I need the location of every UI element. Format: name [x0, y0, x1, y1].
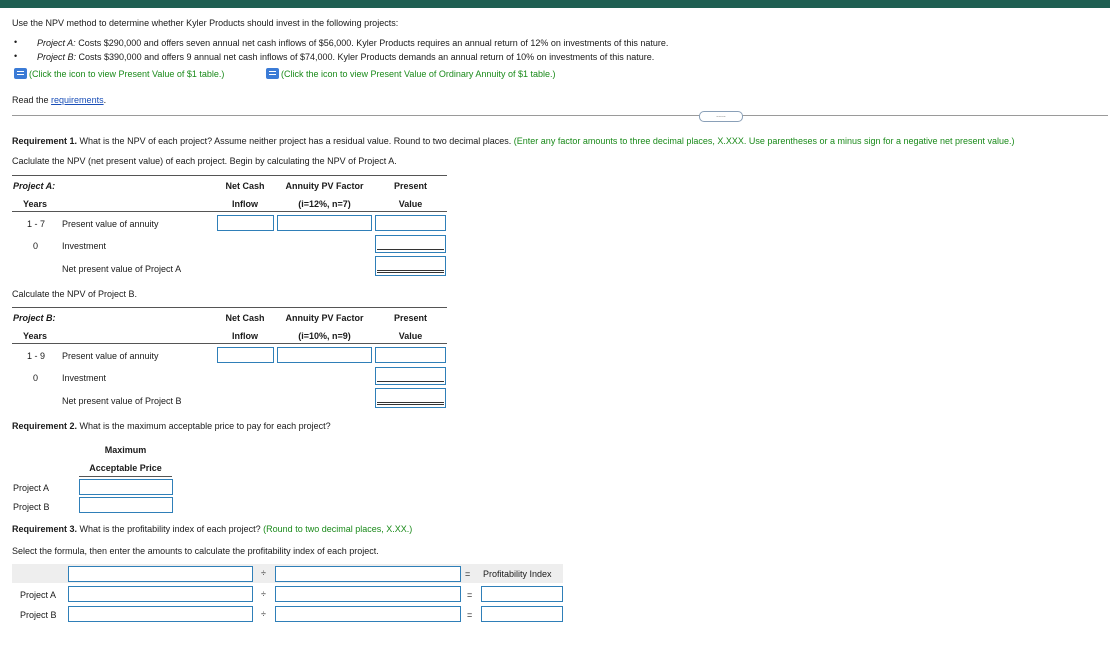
pi-result-header: Profitability Index	[483, 569, 552, 579]
b-col2-line2: (i=10%, n=9)	[298, 331, 351, 341]
b-pv-annuity-input[interactable]	[375, 347, 446, 363]
req3-heading	[12, 524, 412, 534]
a-npv-input[interactable]	[375, 256, 446, 276]
project-b-title: Project B:	[13, 313, 56, 323]
max-price-b-input[interactable]	[79, 497, 173, 513]
req2-heading	[12, 421, 331, 431]
b-col1-line2: Inflow	[232, 331, 258, 341]
pv-table-link[interactable]	[14, 68, 224, 79]
a-row2-years: 0	[33, 241, 39, 251]
equals-symbol: =	[467, 590, 473, 600]
expand-dots-button[interactable]: .....	[699, 111, 743, 122]
a-net-cash-inflow-input[interactable]	[217, 215, 274, 231]
divide-symbol: ÷	[261, 609, 266, 619]
b-investment-input[interactable]	[375, 367, 446, 385]
a-pv-annuity-input[interactable]	[375, 215, 446, 231]
pi-a-result-input[interactable]	[481, 586, 563, 602]
equals-symbol: =	[465, 569, 471, 579]
project-b-intro: Calculate the NPV of Project B.	[12, 289, 138, 299]
pv-table-link-text: (Click the icon to view Present Value of $1 table.)	[29, 69, 225, 79]
pi-b-result-input[interactable]	[481, 606, 563, 622]
req3-question: What is the profitability index of each project?	[79, 524, 261, 534]
bullet-project-b	[37, 52, 654, 62]
bullet-b-dot: •	[14, 51, 18, 61]
requirements-link[interactable]: requirements	[51, 95, 104, 105]
bullet-a-label: Project A:	[37, 38, 76, 48]
b-col3-line1: Present	[393, 313, 428, 323]
b-npv-input[interactable]	[375, 388, 446, 408]
divide-symbol: ÷	[261, 589, 266, 599]
divider	[12, 115, 1108, 116]
read-requirements	[12, 95, 106, 105]
req2-header-line1: Maximum	[104, 445, 147, 455]
pi-b-denominator-input[interactable]	[275, 606, 461, 622]
a-col1-line2: Inflow	[232, 199, 258, 209]
b-row2-years: 0	[33, 373, 39, 383]
b-row3-label: Net present value of Project B	[62, 396, 182, 406]
b-years-header: Years	[23, 331, 48, 341]
a-row1-years: 1 - 7	[27, 219, 46, 229]
b-row1-label: Present value of annuity	[62, 351, 159, 361]
book-icon	[266, 68, 279, 79]
b-net-cash-inflow-input[interactable]	[217, 347, 274, 363]
project-a-title: Project A:	[13, 181, 56, 191]
read-prefix: Read the	[12, 95, 49, 105]
a-col3-line2: Value	[398, 199, 423, 209]
req2-question: What is the maximum acceptable price to pay for each project?	[79, 421, 331, 431]
bullet-a-text: Costs $290,000 and offers seven annual net cash inflows of $56,000. Kyler Products requires an annual return of 12% on investments of this nature.	[78, 38, 669, 48]
annuity-table-link-text: (Click the icon to view Present Value of Ordinary Annuity of $1 table.)	[281, 69, 556, 79]
a-years-header: Years	[23, 199, 48, 209]
divide-symbol: ÷	[261, 568, 266, 578]
bullet-b-label: Project B:	[37, 52, 77, 62]
req2-header-rule	[79, 476, 172, 477]
book-icon	[14, 68, 27, 79]
req1-heading	[12, 136, 1015, 146]
req1-question: What is the NPV of each project? Assume neither project has a residual value. Round to two decimal places.	[79, 136, 512, 146]
a-col2-line1: Annuity PV Factor	[285, 181, 364, 191]
annuity-table-link[interactable]	[266, 68, 555, 79]
req2-label: Requirement 2.	[12, 421, 78, 431]
b-row2-label: Investment	[62, 373, 107, 383]
pi-b-numerator-input[interactable]	[68, 606, 253, 622]
bullet-project-a	[37, 38, 668, 48]
b-annuity-factor-input[interactable]	[277, 347, 372, 363]
a-annuity-factor-input[interactable]	[277, 215, 372, 231]
a-col1-line1: Net Cash	[225, 181, 265, 191]
top-bar	[0, 0, 1110, 8]
b-col3-line2: Value	[398, 331, 423, 341]
req3-row-a: Project A	[20, 590, 57, 600]
req2-row-a: Project A	[13, 483, 50, 493]
a-row3-label: Net present value of Project A	[62, 264, 182, 274]
table-a-top-rule	[12, 175, 447, 176]
bullet-a-dot: •	[14, 37, 18, 47]
b-row1-years: 1 - 9	[27, 351, 46, 361]
req3-label: Requirement 3.	[12, 524, 78, 534]
bullet-b-text: Costs $390,000 and offers 9 annual net cash inflows of $74,000. Kyler Products demands an annual return of 10% on investments of this nature.	[78, 52, 655, 62]
req1-hint: (Enter any factor amounts to three decimal places, X.XXX. Use parentheses or a minus sign for a negative net present value.)	[513, 136, 1015, 146]
pi-a-denominator-input[interactable]	[275, 586, 461, 602]
req1-label: Requirement 1.	[12, 136, 78, 146]
pi-a-numerator-input[interactable]	[68, 586, 253, 602]
req3-instruction: Select the formula, then enter the amounts to calculate the profitability index of each project.	[12, 546, 379, 556]
intro-title: Use the NPV method to determine whether Kyler Products should invest in the following projects:	[12, 18, 399, 28]
req3-hint: (Round to two decimal places, X.XX.)	[263, 524, 413, 534]
req1-instruction: Caclulate the NPV (net present value) of each project. Begin by calculating the NPV of Project A.	[12, 156, 397, 166]
table-a-header-rule	[12, 211, 447, 212]
b-col1-line1: Net Cash	[225, 313, 265, 323]
max-price-a-input[interactable]	[79, 479, 173, 495]
a-row2-label: Investment	[62, 241, 107, 251]
a-col3-line1: Present	[393, 181, 428, 191]
req2-row-b: Project B	[13, 502, 50, 512]
table-b-top-rule	[12, 307, 447, 308]
pi-formula-denominator-select[interactable]	[275, 566, 461, 582]
pi-formula-numerator-select[interactable]	[68, 566, 253, 582]
a-investment-input[interactable]	[375, 235, 446, 253]
b-col2-line1: Annuity PV Factor	[285, 313, 364, 323]
req2-header-line2: Acceptable Price	[89, 463, 162, 473]
a-col2-line2: (i=12%, n=7)	[298, 199, 351, 209]
req3-row-b: Project B	[20, 610, 57, 620]
a-row1-label: Present value of annuity	[62, 219, 159, 229]
equals-symbol: =	[467, 610, 473, 620]
table-b-header-rule	[12, 343, 447, 344]
read-suffix: .	[103, 95, 107, 105]
